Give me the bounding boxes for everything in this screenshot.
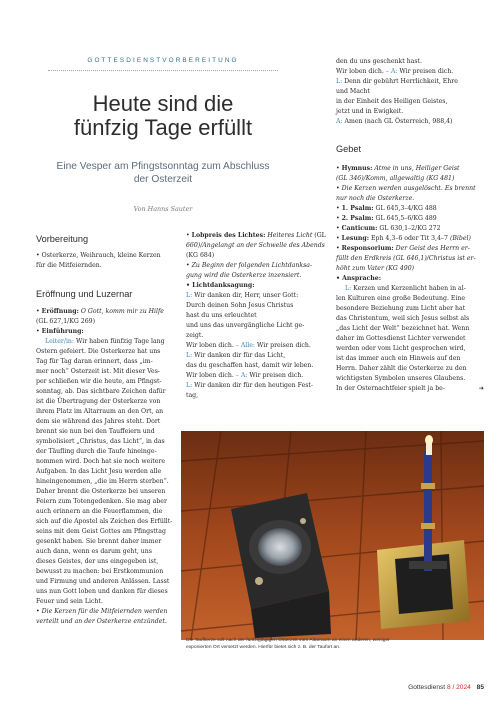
line-text: zeigt. bbox=[186, 332, 204, 339]
photo-caption bbox=[186, 637, 486, 651]
line-text: Wir danken dir, Herr, unser Gott: bbox=[194, 292, 299, 299]
speaker-label: L: bbox=[186, 352, 193, 359]
lobpreis-title: Heiteres Licht bbox=[267, 232, 313, 239]
einfuehrung-line-13: Aufgaben. In das Licht Jesu werden alle bbox=[36, 468, 162, 475]
lesung-note: (Bibel) bbox=[449, 235, 471, 242]
line-text: tag, bbox=[186, 392, 199, 399]
einfuehrung-line-2: Tag für Tag daran erinnert, dass „im- bbox=[36, 358, 153, 365]
einfuehrung-line-22: dieses Geistes, der uns eingegeben ist, bbox=[36, 558, 159, 565]
lichtdanksagung-lines bbox=[186, 291, 332, 401]
lesung-text: Eph 4,3–6 oder Tit 3,4–7 bbox=[370, 235, 448, 242]
lobpreis-ref-2: (KG 684) bbox=[186, 252, 215, 259]
line-text: und Macht bbox=[336, 88, 370, 95]
liturgy-line bbox=[186, 291, 332, 301]
line-text: Wir loben dich. bbox=[186, 372, 234, 379]
kerzen-ausgeloescht-2: nur noch die Osterkerze. bbox=[336, 195, 415, 202]
einfuehrung-line-8: dem sie während des Jahres steht. Dort bbox=[36, 418, 161, 425]
line-text: in der Einheit des Heiligen Geistes, bbox=[336, 98, 448, 105]
kicker-divider bbox=[48, 70, 278, 71]
liturgy-line bbox=[186, 311, 332, 321]
lobpreis-line-2: 660)/Angelangt an der Schwelle des Abends bbox=[186, 242, 325, 249]
zu-beginn-line-2: gung wird die Osterkerze inzensiert. bbox=[186, 272, 302, 279]
einfuehrung-line-25: uns nun Gott loben und danken für dieses bbox=[36, 588, 168, 595]
einfuehrung-line-19: seins mit dem Geist Gottes am Pfingsttag bbox=[36, 528, 166, 535]
response-text: Wir preisen dich. bbox=[399, 68, 454, 75]
heading-eroeffnung: Eröffnung und Luzernar bbox=[36, 289, 133, 299]
einfuehrung-line-17: auch erinnern an die Feuerflammen, die bbox=[36, 508, 163, 515]
vorbereitung-line-2: für die Mitfeiernden. bbox=[36, 262, 102, 269]
lobpreis-block bbox=[186, 231, 332, 401]
liturgy-line bbox=[336, 67, 484, 77]
response-text: Wir preisen dich. bbox=[249, 372, 304, 379]
lichtdanksagung-label: • Lichtdanksagung: bbox=[186, 281, 332, 291]
psalm2-text: GL 645,5–6/KG 489 bbox=[375, 215, 437, 222]
lobpreis-label: Lobpreis des Lichtes: bbox=[191, 232, 266, 239]
subtitle-line-2: der Osterzeit bbox=[133, 174, 193, 185]
line-text: den du uns geschenkt hast. bbox=[336, 58, 422, 65]
ansprache-line-4: „das Licht der Welt“ bezeichnet hat. Wenn bbox=[336, 325, 470, 332]
response-text: Wir preisen dich. bbox=[256, 342, 311, 349]
caption-line-1: Die Taufkerze soll nach der fünfzigtägigen Osterzeit vom Altarraum an einen anderen, weniger bbox=[186, 638, 390, 643]
einfuehrung-label: Einführung: bbox=[41, 328, 84, 335]
lobpreis-ref-1: (GL bbox=[314, 232, 326, 239]
einfuehrung-line-16: Feiern zum Totengedenken. Sie mag aber bbox=[36, 498, 167, 505]
einfuehrung-line-24: und Firmung und anderen Anlässen. Lasst bbox=[36, 578, 170, 585]
line-text: Durch deinen Sohn Jesus Christus bbox=[186, 302, 294, 309]
line-text: und uns das unvergängliche Licht ge- bbox=[186, 322, 305, 329]
ansprache-line-0: Kerzen und Kerzenlicht haben in al- bbox=[353, 285, 466, 292]
ansprache-label: • Ansprache: bbox=[336, 274, 484, 284]
ansprache-line-3: das Christentum, weil sich Jesus selbst als bbox=[336, 315, 470, 322]
liturgy-line bbox=[186, 391, 332, 401]
line-text: Denn dir gebührt Herrlichkeit, Ehre bbox=[344, 78, 458, 85]
liturgy-line bbox=[186, 331, 332, 341]
footer-magazine: Gottesdienst bbox=[408, 684, 446, 691]
ansprache-line-2: besondere Beziehung zum Licht aber hat bbox=[336, 305, 466, 312]
responsorium-line bbox=[336, 244, 484, 254]
canticum-line bbox=[336, 224, 484, 234]
vorbereitung-line-1: • Osterkerze, Weihrauch, kleine Kerzen bbox=[36, 251, 180, 261]
article-photo bbox=[181, 431, 484, 640]
liturgy-line bbox=[336, 87, 484, 97]
liturgy-line bbox=[186, 341, 332, 351]
line-text: das du geschaffen hast, damit wir leben. bbox=[186, 362, 314, 369]
psalm1-text: GL 645,3–4/KG 488 bbox=[375, 205, 437, 212]
response-speaker-label: – Alle: bbox=[235, 342, 255, 349]
speaker-label: A: bbox=[336, 118, 343, 125]
psalm2-line bbox=[336, 214, 484, 224]
psalm1-line bbox=[336, 204, 484, 214]
line-text: Wir loben dich. bbox=[186, 342, 234, 349]
responsorium-label: Responsorium: bbox=[341, 245, 394, 252]
einfuehrung-line-0: Wir haben fünfzig Tage lang bbox=[75, 338, 165, 345]
ansprache-speaker: L: bbox=[345, 285, 352, 292]
heading-vorbereitung: Vorbereitung bbox=[36, 234, 89, 244]
eroeffnung-ref: (GL 627,1/KG 269) bbox=[36, 318, 95, 325]
liturgy-line bbox=[336, 97, 484, 107]
hymnus-line-2: (GL 346)/Komm, allgewaltig (KG 481) bbox=[336, 175, 455, 182]
kerzen-instruction-line-1: • Die Kerzen für die Mitfeiernden werden bbox=[36, 607, 180, 617]
einfuehrung-line-1: Ostern gefeiert. Die Osterkerze hat uns bbox=[36, 348, 161, 355]
einfuehrung-line bbox=[36, 327, 180, 337]
eroeffnung-text: O Gott, komm mir zu Hilfe bbox=[80, 308, 164, 315]
article-title bbox=[36, 92, 290, 140]
heading-gebet: Gebet bbox=[336, 144, 362, 154]
einfuehrung-line-9: brennt sie nun bei den Tauffeiern und bbox=[36, 428, 155, 435]
einfuehrung-line-14: hineingenommen, „die im Herrn sterben“. bbox=[36, 478, 169, 485]
hymnus-text: Atme in uns, Heiliger Geist bbox=[374, 165, 460, 172]
einfuehrung-line-26: Feuer und sein Licht. bbox=[36, 598, 103, 605]
hymnus-label: Hymnus: bbox=[341, 165, 373, 172]
page-number: 85 bbox=[476, 684, 484, 691]
vorbereitung-text bbox=[36, 251, 180, 271]
leiter-label: Leiter/in: bbox=[45, 338, 74, 345]
einfuehrung-line-10: symbolisiert „Christus, das Licht“, in das bbox=[36, 438, 165, 445]
line-text: Wir danken dir für den heutigen Fest- bbox=[194, 382, 314, 389]
line-text: jetzt und in Ewigkeit. bbox=[336, 108, 404, 115]
liturgy-line bbox=[186, 351, 332, 361]
section-kicker: GOTTESDIENSTVORBEREITUNG bbox=[87, 57, 239, 64]
line-text: hast du uns erleuchtet bbox=[186, 312, 257, 319]
liturgy-line bbox=[186, 301, 332, 311]
einfuehrung-line-18: sich auf die Apostel als Zeichen des Erfüllt- bbox=[36, 518, 173, 525]
psalm1-label: 1. Psalm: bbox=[341, 205, 374, 212]
einfuehrung-line-12: nommen wird. Doch hat sie noch weitere bbox=[36, 458, 166, 465]
kerzen-instruction-line-2: verteilt und an der Osterkerze entzündet. bbox=[36, 618, 167, 625]
einfuehrung-line-11: der Täufling durch die Taufe hineinge- bbox=[36, 448, 157, 455]
speaker-label: L: bbox=[186, 382, 193, 389]
einfuehrung-line-15: Daher brennt die Osterkerze bei unseren bbox=[36, 488, 166, 495]
einfuehrung-line-7: ihrem Platz im Altarraum an den Ort, an bbox=[36, 408, 164, 415]
canticum-text: GL 630,1–2/KG 272 bbox=[379, 225, 441, 232]
col3-top-lines bbox=[336, 57, 484, 127]
ansprache-line-6: werden oder vom Licht gesprochen wird, bbox=[336, 345, 466, 352]
author-byline: Von Hanns Sauter bbox=[133, 205, 193, 213]
eroeffnung-label: Eröffnung: bbox=[41, 308, 79, 315]
continue-arrow-icon: ➔ bbox=[478, 385, 484, 392]
lesung-label: Lesung: bbox=[341, 235, 370, 242]
ansprache-line-7: ist das immer auch ein Hinweis auf den bbox=[336, 355, 461, 362]
footer-issue: 8 / 2024 bbox=[446, 684, 471, 691]
gebet-block bbox=[336, 164, 484, 394]
col3-continuation bbox=[336, 57, 484, 127]
caption-line-2: exponierten Ort versetzt werden. Hierfür bietet sich z. B. der Taufort an. bbox=[186, 645, 341, 650]
article-subtitle bbox=[36, 160, 290, 186]
liturgy-line bbox=[336, 77, 484, 87]
liturgy-line bbox=[186, 381, 332, 391]
eroeffnung-block bbox=[36, 307, 180, 627]
responsorium-line-1: Der Geist des Herrn er- bbox=[395, 245, 470, 252]
photo-candle-baptismal-font bbox=[181, 431, 484, 640]
einfuehrung-line-20: gesenkt haben. Sie brennt daher immer bbox=[36, 538, 162, 545]
line-text: Wir danken dir für das Licht, bbox=[194, 352, 286, 359]
responsorium-line-3: höht zum Vater (KG 490) bbox=[336, 265, 415, 272]
liturgy-line bbox=[336, 117, 484, 127]
liturgy-line bbox=[186, 361, 332, 371]
subtitle-line-1: Eine Vesper am Pfingstsonntag zum Abschluss bbox=[56, 161, 270, 172]
response-speaker-label: – A: bbox=[385, 68, 398, 75]
responsorium-line-2: füllt den Erdkreis (GL 646,1)/Christus ist er- bbox=[336, 255, 476, 262]
ansprache-line-9: wichtigsten Symbolen unseres Glaubens. bbox=[336, 375, 466, 382]
ansprache-line-1: len Kulturen eine große Bedeutung. Eine bbox=[336, 295, 466, 302]
response-speaker-label: – A: bbox=[235, 372, 248, 379]
title-line-2: fünfzig Tage erfüllt bbox=[73, 115, 253, 140]
einfuehrung-text bbox=[36, 337, 180, 607]
kerzen-ausgeloescht-1: • Die Kerzen werden ausgelöscht. Es brennt bbox=[336, 184, 484, 194]
speaker-label: L: bbox=[186, 292, 193, 299]
ansprache-text bbox=[336, 284, 484, 394]
einfuehrung-line-23: bewusst zu machen: bei Erstkommunion bbox=[36, 568, 164, 575]
liturgy-line bbox=[186, 371, 332, 381]
page-footer bbox=[408, 684, 484, 691]
zu-beginn-line-1: • Zu Beginn der folgenden Lichtdanksa- bbox=[186, 261, 332, 271]
einfuehrung-line-4: per schließen wir die heute, am Pfingst- bbox=[36, 378, 162, 385]
hymnus-line bbox=[336, 164, 484, 174]
einfuehrung-line-21: auch dann, wenn es darum geht, uns bbox=[36, 548, 152, 555]
canticum-label: Canticum: bbox=[341, 225, 378, 232]
liturgy-line bbox=[336, 107, 484, 117]
ansprache-line-5: daher im Gottesdienst Lichter verwendet bbox=[336, 335, 466, 342]
ansprache-line-10: In der Osternachtfeier spielt ja be- bbox=[336, 385, 445, 392]
line-text: Wir loben dich. bbox=[336, 68, 384, 75]
psalm2-label: 2. Psalm: bbox=[341, 215, 374, 222]
lesung-line bbox=[336, 234, 484, 244]
lobpreis-line bbox=[186, 231, 332, 241]
title-line-1: Heute sind die bbox=[92, 91, 234, 116]
speaker-label: L: bbox=[336, 78, 343, 85]
einfuehrung-line-3: mer noch“ Osterzeit ist. Mit dieser Ves- bbox=[36, 368, 160, 375]
ansprache-line-8: Herrn. Daher zählt die Osterkerze zu den bbox=[336, 365, 467, 372]
einfuehrung-line-6: ist die Übertragung der Osterkerze von bbox=[36, 398, 161, 405]
eroeffnung-line bbox=[36, 307, 180, 317]
liturgy-line bbox=[186, 321, 332, 331]
line-text: Amen (nach GL Österreich, 988,4) bbox=[344, 118, 453, 125]
einfuehrung-line-5: sonntag, ab. Das sichtbare Zeichen dafür bbox=[36, 388, 166, 395]
liturgy-line bbox=[336, 57, 484, 67]
